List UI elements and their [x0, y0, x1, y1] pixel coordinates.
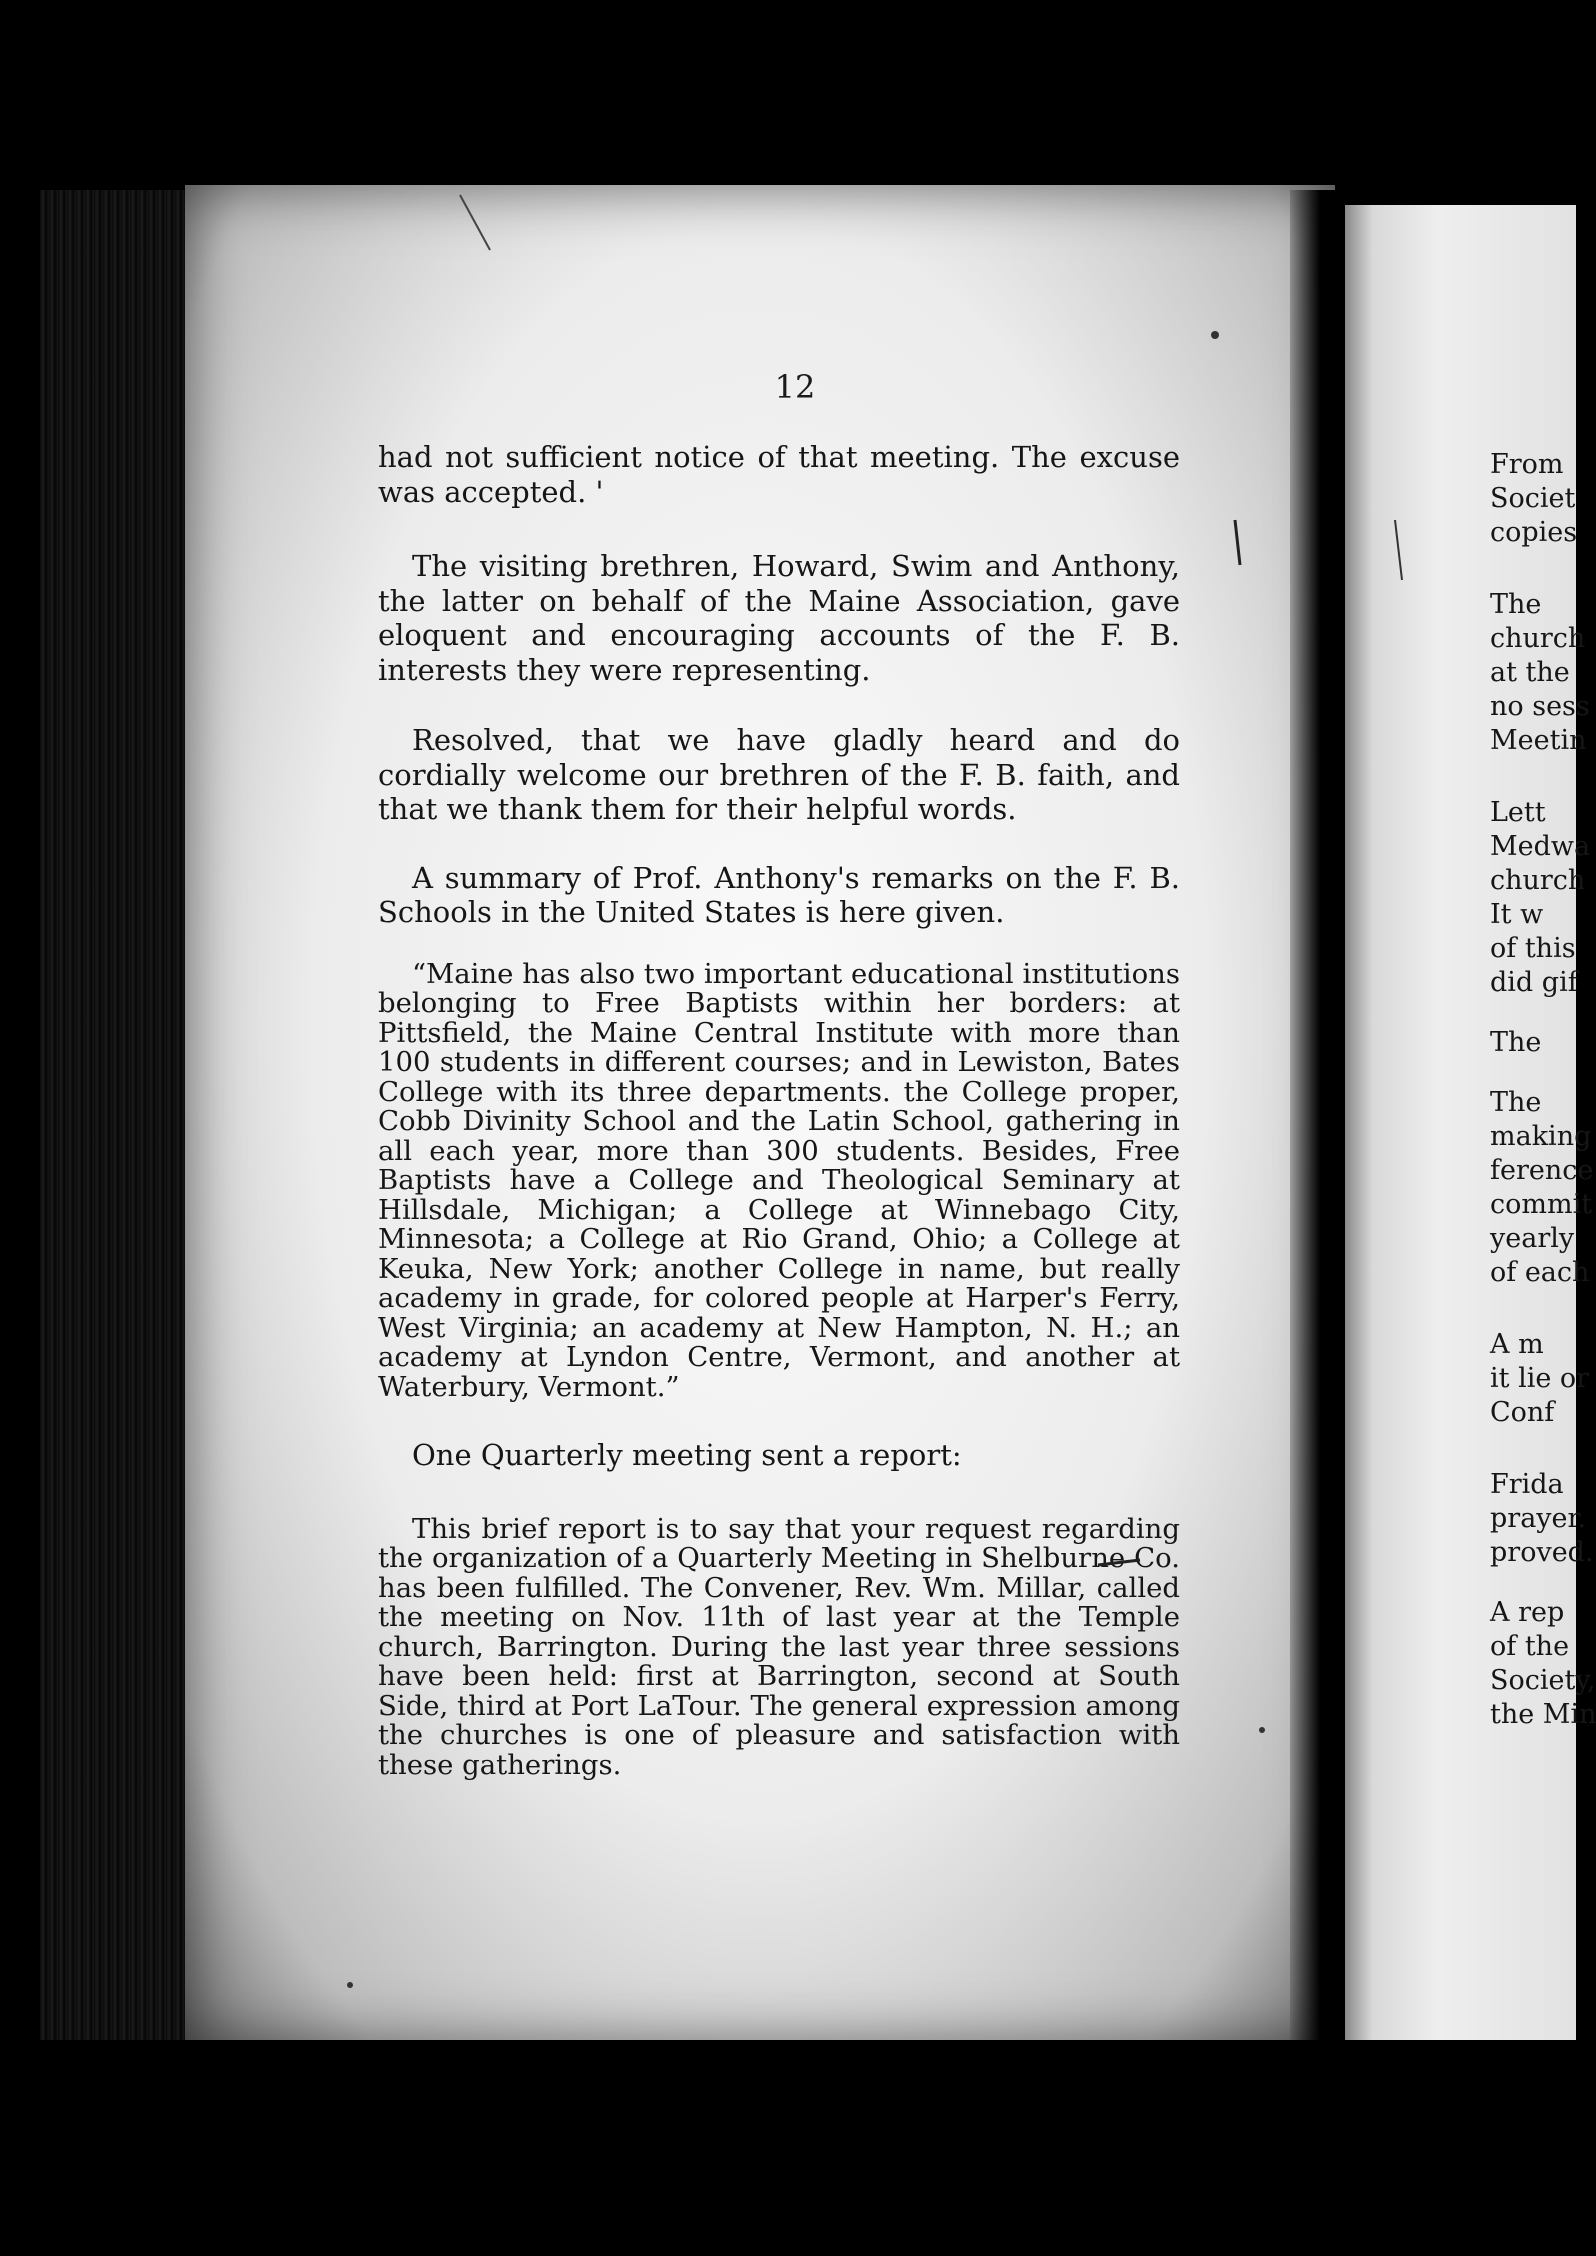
paragraph-summary-intro: A summary of Prof. Anthony's remarks on the F. B. Schools in the United States is here given.: [378, 860, 1180, 929]
right-line: Society,: [1490, 1665, 1596, 1696]
speck: [347, 1982, 353, 1988]
paragraph-quarterly-report: One Quarterly meeting sent a report:: [412, 1438, 962, 1472]
right-line: Meetin: [1490, 725, 1587, 756]
paragraph-resolved: Resolved, that we have gladly heard and do cordially welcome our brethren of the F. B. faith, and that we thank them for their helpful words.: [378, 723, 1180, 826]
right-line: of the: [1490, 1631, 1570, 1662]
right-line: at the: [1490, 657, 1570, 688]
right-line: Conf: [1490, 1397, 1555, 1428]
right-line: The: [1490, 1027, 1542, 1058]
pen-mark: [1235, 520, 1240, 565]
paragraph-brief-report: This brief report is to say that your request regarding the organization of a Quarterly Meeting in Shelburne Co. has been fulfilled. The Convener, Rev. Wm. Millar, called the meeting on Nov. 11th of last year at the Temple church, Barrington. During the last year three sessions have been held: first at Barrington, second at South Side, third at Port LaTour. The general expression among the churches is one of pleasure and satisfaction with these gatherings.: [378, 1512, 1180, 1781]
right-line: A m: [1490, 1329, 1544, 1360]
right-line: The: [1490, 589, 1542, 620]
right-line: Frida: [1490, 1469, 1564, 1500]
right-line: it lie or: [1490, 1363, 1590, 1394]
right-line: of each: [1490, 1257, 1590, 1288]
right-line: proved.: [1490, 1537, 1594, 1568]
right-line: Lett: [1490, 797, 1546, 828]
right-line: copies: [1490, 517, 1578, 548]
right-line: ference: [1490, 1155, 1594, 1186]
right-line: prayer.: [1490, 1503, 1587, 1534]
page-number: 12: [774, 368, 816, 406]
right-line: From: [1490, 449, 1564, 480]
right-line: Societ: [1490, 483, 1576, 514]
pen-mark: [1395, 520, 1402, 580]
right-line: commit: [1490, 1189, 1593, 1220]
right-line: church: [1490, 623, 1586, 654]
right-line: A rep: [1490, 1597, 1565, 1628]
paragraph-visiting-brethren: The visiting brethren, Howard, Swim and Anthony, the latter on behalf of the Maine Association, gave eloquent and encouraging accounts of the F. B. interests they were representing.: [378, 549, 1180, 687]
right-line: making: [1490, 1121, 1592, 1152]
right-line: no sess: [1490, 691, 1590, 722]
right-line: did gif: [1490, 967, 1578, 998]
right-line: the Min: [1490, 1699, 1596, 1730]
right-line: church: [1490, 865, 1586, 896]
paragraph-quote-schools: “Maine has also two important educational institutions belonging to Free Baptists within her borders: at Pittsfield, the Maine Central Institute with more than 100 students in different courses; and in Lewiston, Bates College with its three departments. the College proper, Cobb Divinity School and the Latin School, gathering in all each year, more than 300 students. Besides, Free Baptists have a College and Theological Seminary at Hillsdale, Michigan; a College at Winnebago City, Minnesota; a College at Rio Grand, Ohio; a College at Keuka, New York; another College in name, but really academy in grade, for colored people at Harper's Ferry, West Virginia; an academy at New Hampton, N. H.; an academy at Lyndon Centre, Vermont, and another at Waterbury, Vermont.”: [378, 957, 1180, 1403]
speck: [1259, 1727, 1265, 1733]
right-line: Medwa: [1490, 831, 1591, 862]
right-line: of this: [1490, 933, 1576, 964]
right-line: The: [1490, 1087, 1542, 1118]
pen-mark: [460, 195, 490, 250]
pen-mark: [1098, 1560, 1140, 1565]
speck: [1211, 331, 1219, 339]
right-line: It w: [1490, 899, 1544, 930]
right-line: yearly: [1490, 1223, 1575, 1254]
paragraph-excuse: had not sufficient notice of that meeting. The excuse was accepted. ': [378, 440, 1180, 509]
